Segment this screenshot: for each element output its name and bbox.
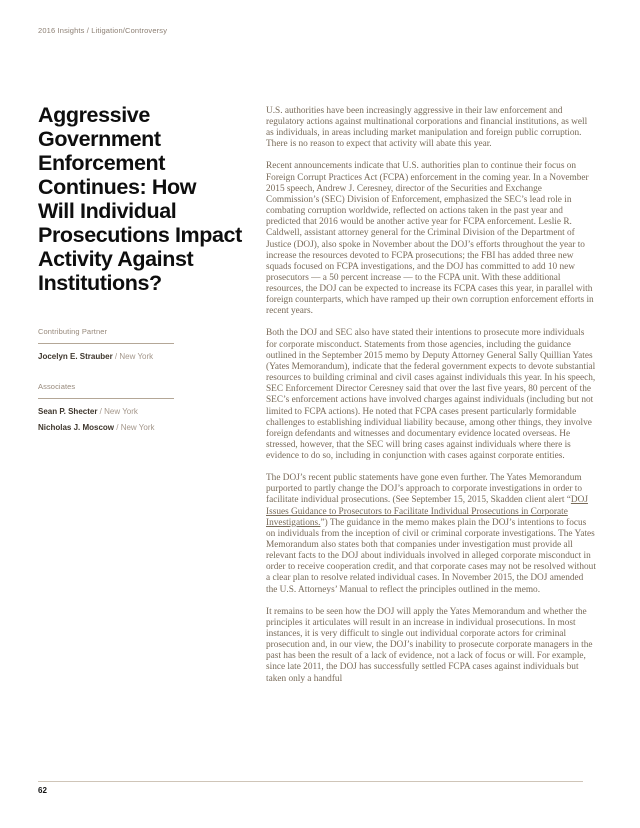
breadcrumb: 2016 Insights / Litigation/Controversy (38, 26, 168, 35)
contributor-name: Jocelyn E. Strauber (38, 352, 113, 361)
page-title-line: Will Individual (38, 199, 177, 223)
contributor-name: Sean P. Shecter (38, 407, 98, 416)
contributor-role-label: Associates (38, 382, 76, 391)
contributing-partner-section (38, 327, 254, 361)
page-title-line: Aggressive (38, 103, 150, 127)
sidebar-divider (38, 398, 174, 399)
page-title-line: Enforcement (38, 151, 166, 175)
contributors-sidebar (38, 327, 254, 438)
page-title-line: Activity Against (38, 247, 194, 271)
associates-section (38, 382, 254, 432)
contributor-role-label: Contributing Partner (38, 327, 108, 336)
page-number: 62 (38, 786, 47, 795)
contributor-entry (38, 423, 254, 432)
body-paragraph: U.S. authorities have been increasingly aggressive in their law enforcement and regulatory actions against multinational corporations and financial institutions, as well as individuals, in areas including market manipulation and foreign public corruption. There is no reason to expect that activity will abate this year. (266, 106, 588, 150)
paragraph-text: ”) The guidance in the memo makes plain the DOJ’s intentions to focus on individuals from the inception of civil or criminal corporate investigations. The Yates Memorandum also states both that companies under investigation must provide all relevant facts to the DOJ about individuals involved in alleged corporate misconduct in order to receive cooperation credit, and that corporate cases may not be resolved without a clear plan to resolve related individual cases. In November 2015, the DOJ amended the U.S. Attorneys’ Manual to reflect the principles outlined in the memo. (266, 517, 596, 595)
page-title-line: Institutions? (38, 271, 162, 295)
body-paragraph: It remains to be seen how the DOJ will apply the Yates Memorandum and whether the principles it articulates will result in an increase in individual prosecutions. In most instances, it is very difficult to single out individual corporate actors for criminal prosecution and, in our view, the DOJ’s inability to prosecute corporate managers in the past has been the result of a lack of evidence, not a lack of focus or will. For example, since late 2011, the DOJ has successfully settled FCPA cases against individuals but taken only a handful (266, 606, 593, 684)
contributor-entry (38, 407, 254, 416)
client-alert-link[interactable]: DOJ Issues Guidance to Prosecutors to Facilitate Individual Prosecutions in Corporate Investigations. (266, 495, 588, 528)
contributor-office: / New York (113, 352, 153, 361)
body-paragraph (266, 473, 596, 596)
page-title-line: Government (38, 127, 161, 151)
contributor-entry (38, 352, 254, 361)
contributor-office: / New York (114, 423, 154, 432)
paragraph-text: The DOJ’s recent public statements have gone even further. The Yates Memorandum purported to partly change the DOJ’s approach to corporate investigations in order to facilitate individual prosecutions. (See September 15, 2015, Skadden client alert “ (266, 473, 583, 506)
article-body (266, 106, 596, 695)
body-paragraph: Both the DOJ and SEC also have stated their intentions to prosecute more individuals for corporate misconduct. Statements from those agencies, including the guidance outlined in the September 2015 memo by Deputy Attorney General Sally Quillian Yates (Yates Memorandum), indicate that the federal government expects to devote substantial resources to building criminal and civil cases against individuals this year. In his speech, SEC Enforcement Director Ceresney said that over the last five years, 80 percent of the SEC’s enforcement actions have involved charges against individuals (including but not limited to FCPA actions). He noted that FCPA cases present particularly formidable challenges to establishing individual liability because, among other things, they involve foreign defendants and witnesses and documentary evidence located overseas. He stressed, however, that the SEC will bring cases against individuals where there is evidence to do so, including in conjunction with cases against corporate entities. (266, 328, 596, 462)
sidebar-divider (38, 343, 174, 344)
contributor-name: Nicholas J. Moscow (38, 422, 115, 432)
body-paragraph: Recent announcements indicate that U.S. authorities plan to continue their focus on Foreign Corrupt Practices Act (FCPA) enforcement in the coming year. In a November 2015 speech, Andrew J. Ceresney, director of the Securities and Exchange Commission’s (SEC) Division of Enforcement, emphasized the SEC’s lead role in combating corruption worldwide, reflected on actions taken in the past year and predicted that 2016 would be another active year for FCPA enforcement. Leslie R. Caldwell, assistant attorney general for the Criminal Division of the Department of Justice (DOJ), also spoke in November about the DOJ’s efforts throughout the year to increase the resources devoted to FCPA prosecutions; the FBI has added three new squads focused on FCPA investigations, and the DOJ has committed to add 10 new prosecutors — a 50 percent increase — to the FCPA unit. With these additional resources, the DOJ can be expected to increase its FCPA cases this year, in parallel with foreign counterparts, which have ramped up their own corruption enforcement efforts in recent years. (266, 161, 594, 317)
page-title-line: Continues: How (38, 175, 197, 199)
footer-divider (38, 781, 583, 782)
page-title (38, 103, 242, 295)
page-title-line: Prosecutions Impact (38, 223, 242, 247)
contributor-office: / New York (97, 407, 137, 416)
